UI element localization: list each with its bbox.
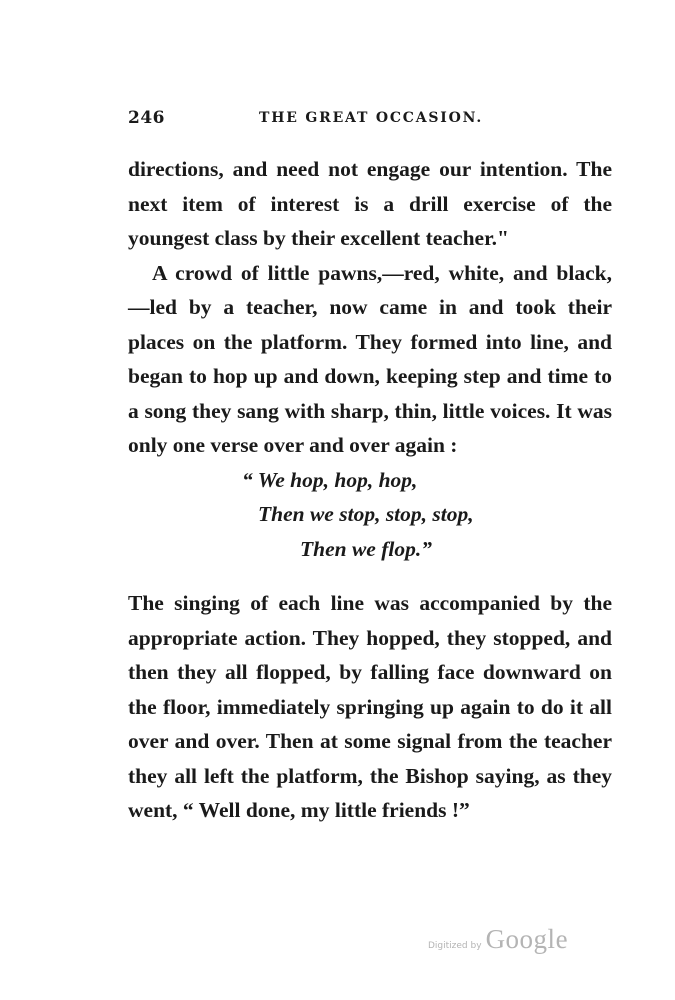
- watermark-prefix: Digitized by: [428, 941, 482, 951]
- paragraph-action: The singing of each line was accompanied by the appropriate action. They hopped, they stopped, and then they all flopped, by falling face downward on the floor, immediately springing up again to do it all over and over. Then at some signal from the teacher they all left the platform, the Bishop saying, as they went, “ Well done, my little friends !”: [128, 591, 612, 822]
- paragraph-pawns: A crowd of little pawns,—red, white, and black, —led by a teacher, now came in and took their places on the platform. They formed into line, and began to hop up and down, keeping step and time to a song they sang with sharp, thin, little voices. It was only one verse over and over again :: [128, 260, 612, 457]
- body-text: [128, 152, 612, 828]
- google-logo: Google: [485, 924, 569, 954]
- running-title: THE GREAT OCCASION.: [259, 110, 484, 126]
- verse-line-2: Then we stop, stop, stop,: [258, 502, 474, 526]
- digitized-watermark: [428, 924, 568, 954]
- page-number: 246: [128, 108, 165, 128]
- verse-line-1: “ We hop, hop, hop,: [242, 467, 418, 492]
- paragraph-continued: directions, and need not engage our intention. The next item of interest is a drill exercise of the youngest class by their excellent teacher.": [128, 157, 612, 250]
- verse-line-3: Then we flop.”: [300, 536, 432, 561]
- song-verse: [128, 463, 612, 567]
- page-header: [128, 108, 614, 132]
